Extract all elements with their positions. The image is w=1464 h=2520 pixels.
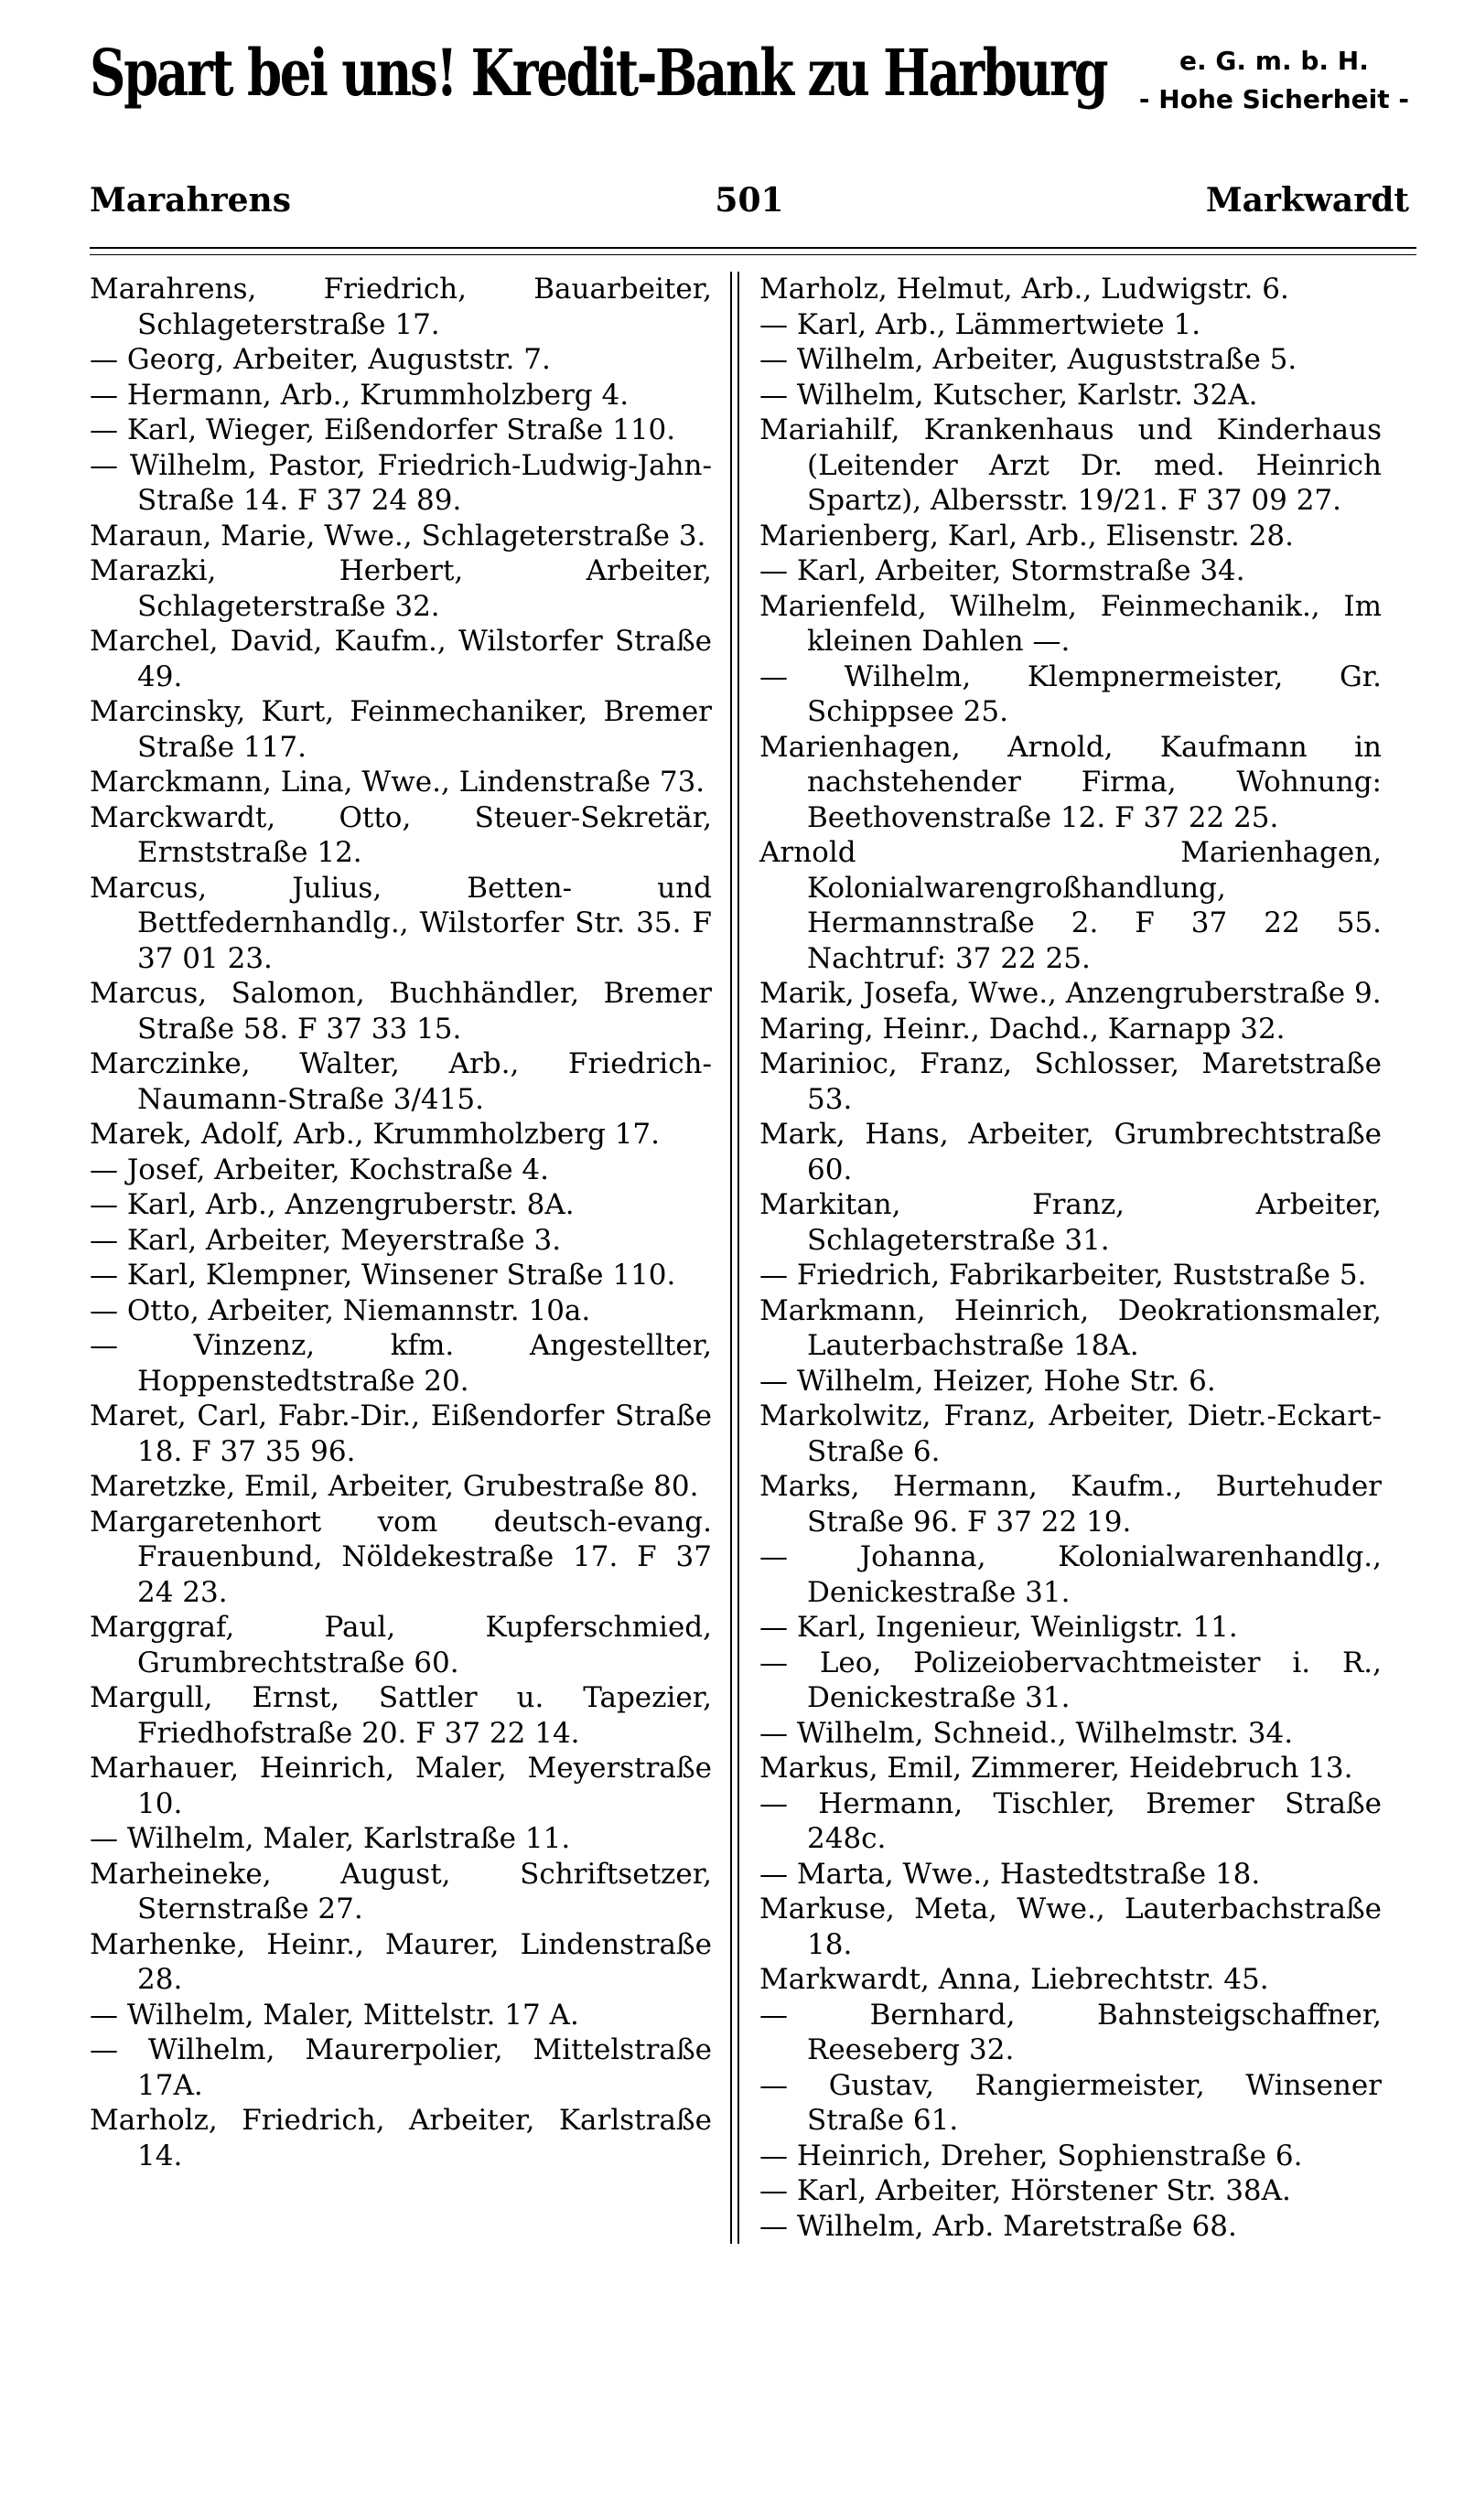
left-column [90, 272, 730, 2244]
directory-entry: — Karl, Ingenieur, Weinligstr. 11. [759, 1611, 1238, 1644]
directory-entry: Marchel, David, Kaufm., Wilstorfer Straße 49. [90, 625, 712, 693]
directory-entry: — Bernhard, Bahnsteigschaffner, Reeseberg 32. [759, 1998, 1382, 2066]
page-number: 501 [715, 181, 784, 220]
directory-columns [90, 272, 1416, 2244]
directory-entry: — Otto, Arbeiter, Niemannstr. 10a. [90, 1293, 591, 1327]
directory-entry: Markwardt, Anna, Liebrechtstr. 45. [759, 1963, 1269, 1996]
banner-company-form: e. G. m. b. H. [1179, 46, 1369, 76]
directory-entry: Marienberg, Karl, Arb., Elisenstr. 28. [759, 519, 1294, 552]
directory-entry: — Gustav, Rangiermeister, Winsener Straße 61. [759, 2068, 1382, 2137]
directory-entry: Marik, Josefa, Wwe., Anzengruberstraße 9. [759, 977, 1382, 1010]
directory-entry: Markus, Emil, Zimmerer, Heidebruch 13. [759, 1752, 1353, 1785]
directory-entry: Marcinsky, Kurt, Feinmechaniker, Bremer Straße 117. [90, 695, 712, 764]
directory-entry: Marggraf, Paul, Kupferschmied, Grumbrechtstraße 60. [90, 1611, 712, 1679]
header-rule [90, 247, 1416, 255]
directory-entry: Mariahilf, Krankenhaus und Kinderhaus (Leitender Arzt Dr. med. Heinrich Spartz), Albersstr. 19/21. F 37 09 27. [759, 413, 1382, 517]
directory-entry: — Georg, Arbeiter, Auguststr. 7. [90, 343, 551, 376]
directory-entry: — Josef, Arbeiter, Kochstraße 4. [90, 1153, 549, 1186]
directory-entry: Marcus, Salomon, Buchhändler, Bremer Straße 58. F 37 33 15. [90, 977, 712, 1046]
directory-entry: Markuse, Meta, Wwe., Lauterbachstraße 18. [759, 1893, 1382, 1961]
directory-entry: — Karl, Arbeiter, Meyerstraße 3. [90, 1223, 562, 1257]
directory-entry: Marhauer, Heinrich, Maler, Meyerstraße 10. [90, 1752, 712, 1820]
directory-entry: Marckwardt, Otto, Steuer-Sekretär, Ernststraße 12. [90, 800, 712, 869]
directory-entry: Marholz, Helmut, Arb., Ludwigstr. 6. [759, 273, 1289, 306]
directory-entry: Marholz, Friedrich, Arbeiter, Karlstraße 14. [90, 2104, 712, 2172]
directory-entry: — Karl, Arb., Lämmertwiete 1. [759, 307, 1201, 341]
directory-entry: — Wilhelm, Heizer, Hohe Str. 6. [759, 1364, 1216, 1398]
directory-entry: — Karl, Wieger, Eißendorfer Straße 110. [90, 413, 676, 446]
directory-entry: Maretzke, Emil, Arbeiter, Grubestraße 80. [90, 1470, 699, 1503]
directory-entry: — Johanna, Kolonialwarenhandlg., Denickestraße 31. [759, 1540, 1382, 1609]
directory-entry: Marheineke, August, Schriftsetzer, Sternstraße 27. [90, 1857, 712, 1925]
advertisement-banner [90, 27, 1409, 137]
directory-entry: — Wilhelm, Schneid., Wilhelmstr. 34. [759, 1716, 1294, 1750]
directory-entry: — Karl, Klempner, Winsener Straße 110. [90, 1259, 676, 1292]
directory-entry: — Wilhelm, Maurerpolier, Mittelstraße 17A. [90, 2033, 712, 2102]
banner-company-info [1139, 42, 1409, 119]
directory-entry: — Friedrich, Fabrikarbeiter, Ruststraße 5. [759, 1259, 1367, 1292]
banner-slogan: Spart bei uns! Kredit-Bank zu Harburg [90, 35, 1107, 111]
banner-tagline: - Hohe Sicherheit - [1138, 84, 1409, 114]
directory-entry: Marhenke, Heinr., Maurer, Lindenstraße 28. [90, 1927, 712, 1996]
directory-entry: Marinioc, Franz, Schlosser, Maretstraße 53. [759, 1047, 1382, 1116]
directory-entry: — Wilhelm, Kutscher, Karlstr. 32A. [759, 378, 1258, 412]
running-head-first-entry: Marahrens [90, 181, 291, 220]
running-head [90, 181, 1409, 236]
directory-entry: Marahrens, Friedrich, Bauarbeiter, Schlageterstraße 17. [90, 273, 712, 341]
directory-entry: — Wilhelm, Pastor, Friedrich-Ludwig-Jahn-Straße 14. F 37 24 89. [90, 448, 712, 517]
directory-entry: Marazki, Herbert, Arbeiter, Schlageterstraße 32. [90, 554, 712, 623]
directory-entry: Marks, Hermann, Kaufm., Burtehuder Straße 96. F 37 22 19. [759, 1470, 1382, 1539]
directory-entry: Marczinke, Walter, Arb., Friedrich-Naumann-Straße 3/415. [90, 1047, 712, 1116]
directory-entry: Marienfeld, Wilhelm, Feinmechanik., Im kleinen Dahlen —. [759, 589, 1382, 658]
directory-entry: Marek, Adolf, Arb., Krummholzberg 17. [90, 1118, 660, 1151]
directory-entry: Maraun, Marie, Wwe., Schlageterstraße 3. [90, 519, 706, 552]
directory-entry: Maret, Carl, Fabr.-Dir., Eißendorfer Straße 18. F 37 35 96. [90, 1399, 712, 1468]
column-divider [730, 272, 739, 2244]
directory-entry: Margull, Ernst, Sattler u. Tapezier, Friedhofstraße 20. F 37 22 14. [90, 1681, 712, 1750]
directory-entry: — Wilhelm, Maler, Karlstraße 11. [90, 1822, 571, 1855]
directory-entry: Markolwitz, Franz, Arbeiter, Dietr.-Eckart-Straße 6. [759, 1399, 1382, 1468]
running-head-last-entry: Markwardt [1205, 181, 1409, 220]
directory-entry: — Karl, Arb., Anzengruberstr. 8A. [90, 1188, 575, 1221]
directory-entry: — Wilhelm, Klempnermeister, Gr. Schippsee 25. [759, 659, 1382, 728]
directory-entry: — Leo, Polizeiobervachtmeister i. R., Denickestraße 31. [759, 1646, 1382, 1714]
directory-entry: — Wilhelm, Arbeiter, Auguststraße 5. [759, 343, 1297, 376]
directory-entry: Mark, Hans, Arbeiter, Grumbrechtstraße 60. [759, 1118, 1382, 1186]
directory-entry: — Karl, Arbeiter, Hörstener Str. 38A. [759, 2174, 1291, 2207]
directory-entry: Marckmann, Lina, Wwe., Lindenstraße 73. [90, 766, 705, 799]
directory-entry: — Karl, Arbeiter, Stormstraße 34. [759, 554, 1245, 587]
directory-entry: Margaretenhort vom deutsch-evang. Frauenbund, Nöldekestraße 17. F 37 24 23. [90, 1505, 712, 1609]
directory-entry: Marienhagen, Arnold, Kaufmann in nachstehender Firma, Wohnung: Beethovenstraße 12. F 37 22 25. [759, 730, 1382, 834]
directory-entry: Maring, Heinr., Dachd., Karnapp 32. [759, 1012, 1286, 1046]
directory-entry: Markmann, Heinrich, Deokrationsmaler, Lauterbachstraße 18A. [759, 1293, 1382, 1362]
right-column [739, 272, 1382, 2244]
directory-entry: — Vinzenz, kfm. Angestellter, Hoppenstedtstraße 20. [90, 1329, 712, 1398]
directory-entry: Markitan, Franz, Arbeiter, Schlageterstraße 31. [759, 1188, 1382, 1257]
directory-entry: Arnold Marienhagen, Kolonialwarengroßhandlung, Hermannstraße 2. F 37 22 55. Nachtruf: 37 22 25. [759, 836, 1382, 975]
directory-entry: Marcus, Julius, Betten- und Bettfedernhandlg., Wilstorfer Str. 35. F 37 01 23. [90, 871, 712, 975]
directory-entry: — Hermann, Arb., Krummholzberg 4. [90, 378, 630, 412]
directory-entry: — Heinrich, Dreher, Sophienstraße 6. [759, 2139, 1303, 2172]
directory-entry: — Marta, Wwe., Hastedtstraße 18. [759, 1857, 1261, 1891]
directory-entry: — Wilhelm, Maler, Mittelstr. 17 A. [90, 1998, 579, 2032]
directory-entry: — Wilhelm, Arb. Maretstraße 68. [759, 2209, 1237, 2243]
directory-entry: — Hermann, Tischler, Bremer Straße 248c. [759, 1786, 1382, 1855]
